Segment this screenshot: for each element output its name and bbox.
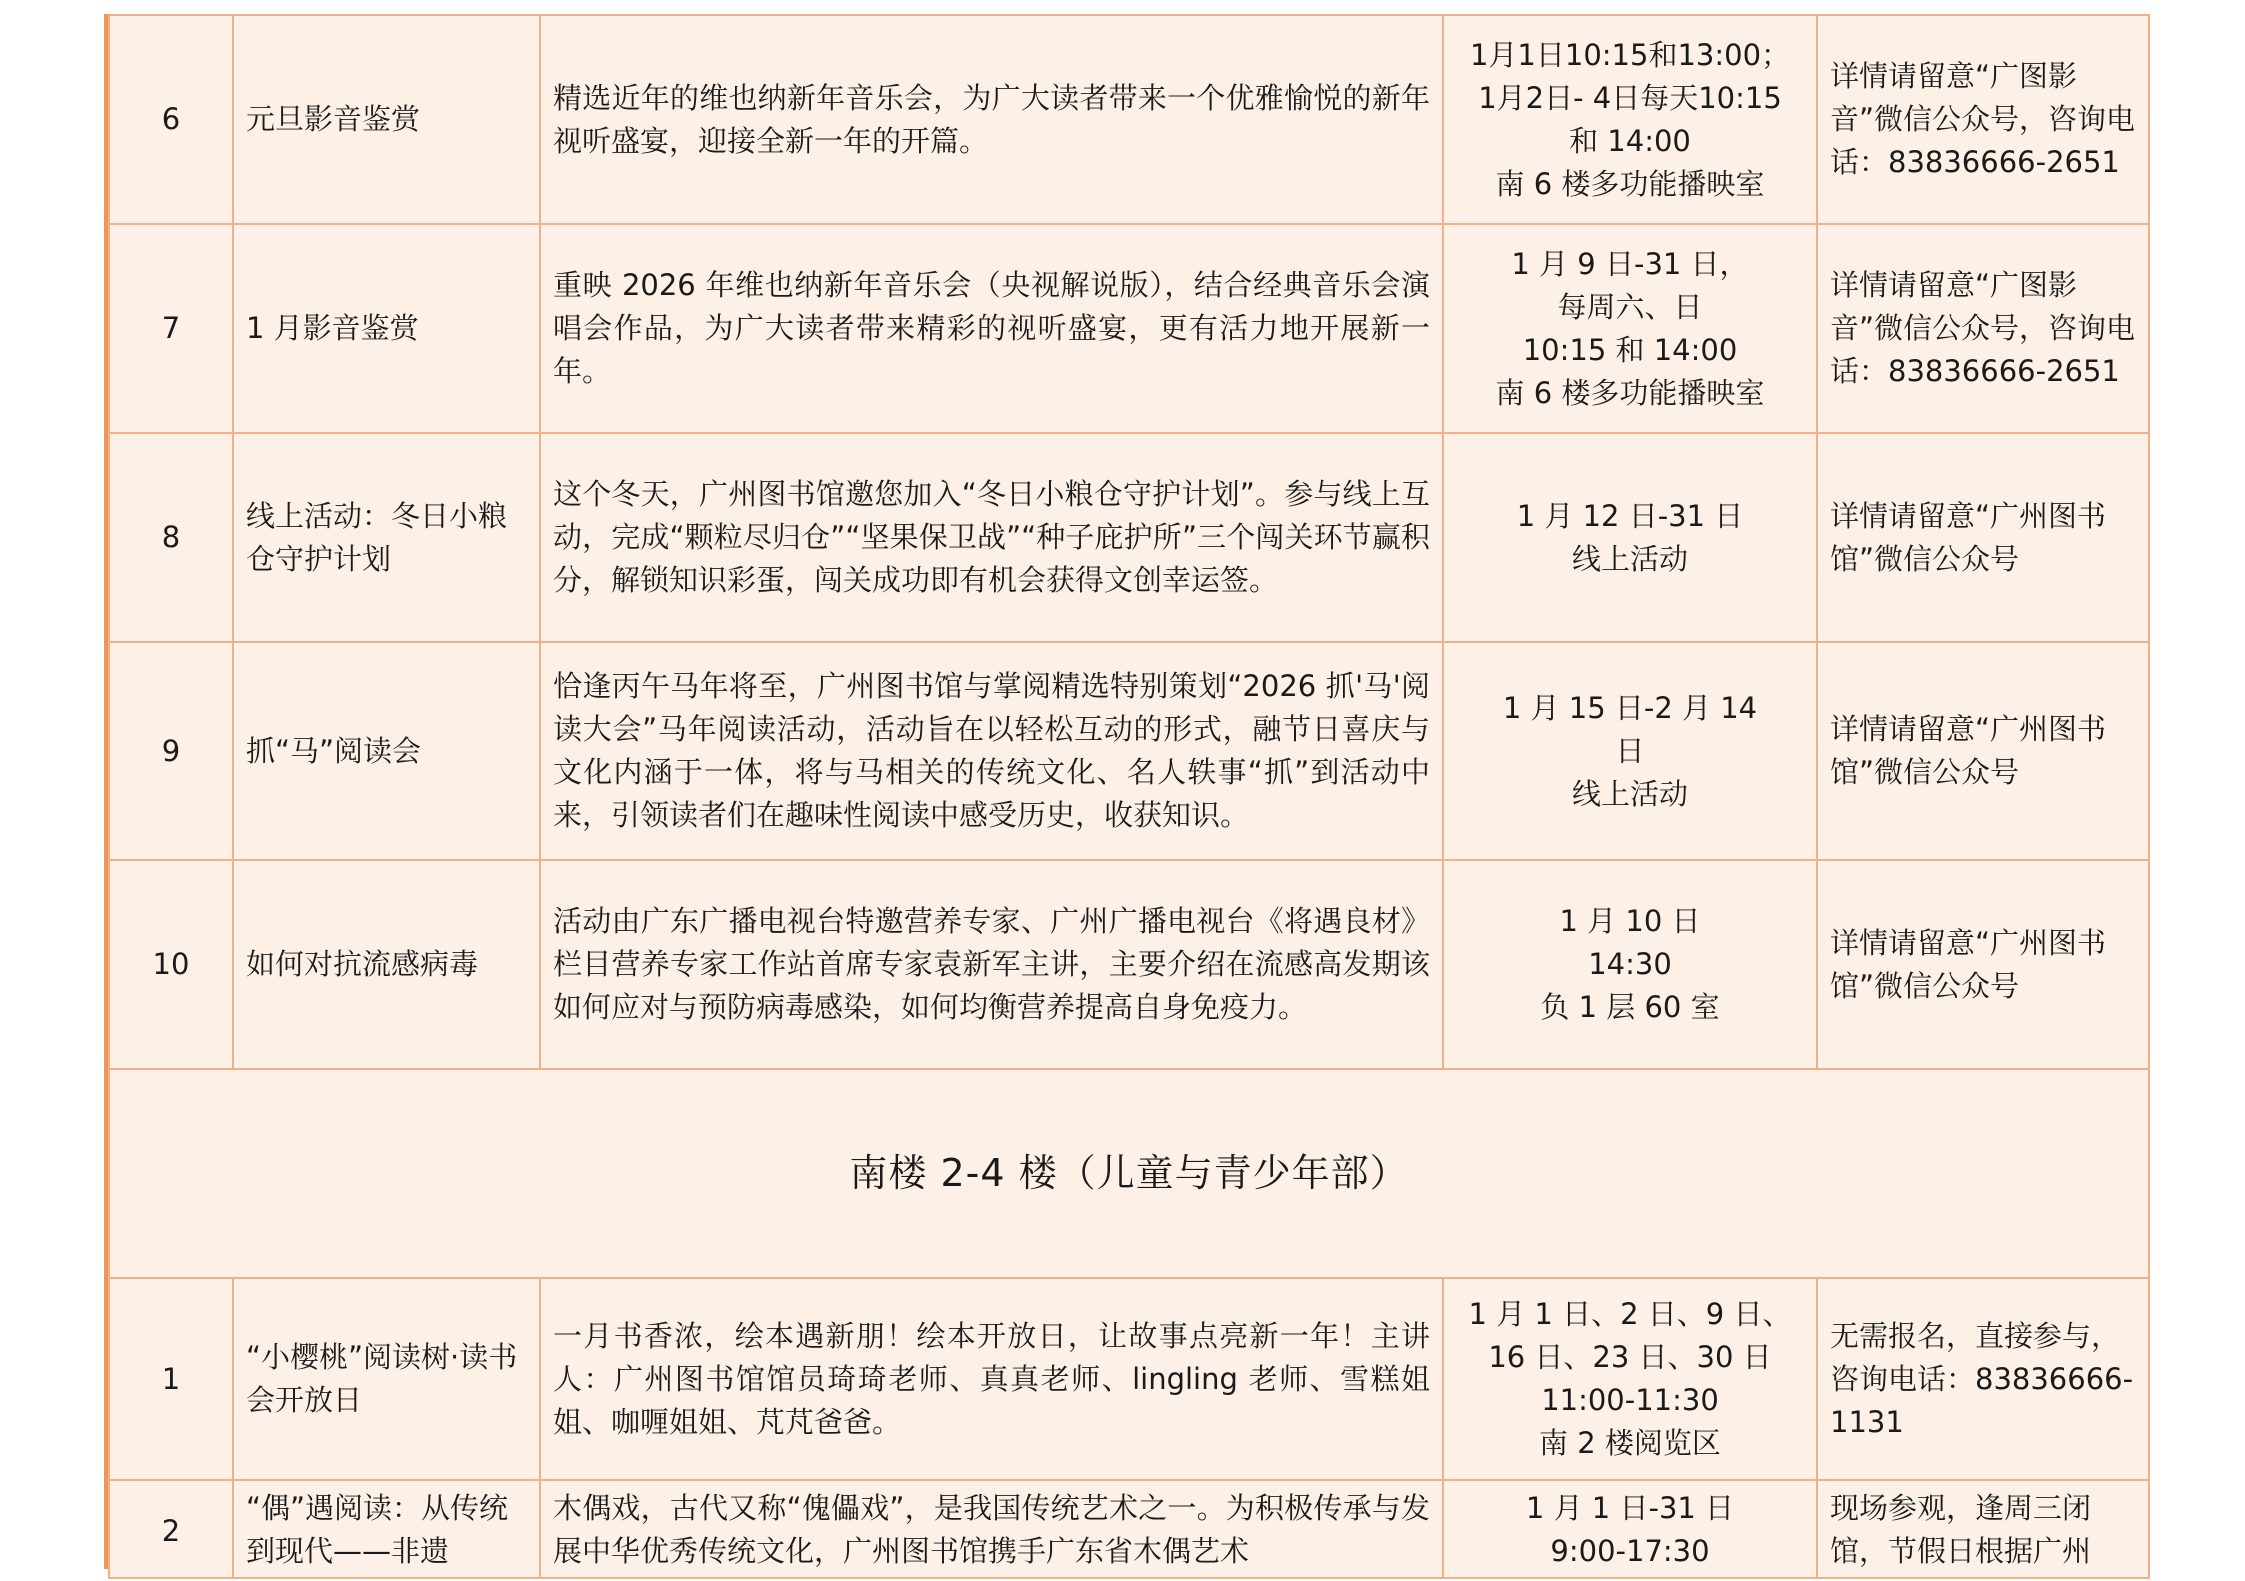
table-row [109,15,2149,224]
row-number: 1 [109,1278,233,1480]
activity-time-location [1443,433,1817,642]
table-row [109,642,2149,860]
time-line: 日 [1615,733,1645,768]
table-row [109,224,2149,433]
row-number: 10 [109,860,233,1069]
section-row [109,1069,2149,1278]
activity-description: 活动由广东广播电视台特邀营养专家、广州广播电视台《将遇良材》栏目营养专家工作站首席专家袁新军主讲，主要介绍在流感高发期该如何应对与预防病毒感染，如何均衡营养提高自身免疫力。 [540,860,1443,1069]
time-line: 1 月 12 日-31 日 [1516,498,1744,533]
activity-name: “小樱桃”阅读树·读书会开放日 [233,1278,540,1480]
activity-contact: 详情请留意“广州图书馆”微信公众号 [1817,433,2149,642]
activity-description: 木偶戏，古代又称“傀儡戏”，是我国传统艺术之一。为积极传承与发展中华优秀传统文化，广州图书馆携手广东省木偶艺术 [540,1480,1443,1578]
activity-time-location [1443,642,1817,860]
time-line: 1 月 10 日 [1559,904,1701,938]
time-line: 9:00-17:30 [1550,1534,1710,1568]
activity-name: 线上活动：冬日小粮仓守护计划 [233,433,540,642]
time-line: 10:15 和 14:00 [1522,332,1738,367]
activity-description: 这个冬天，广州图书馆邀您加入“冬日小粮仓守护计划”。参与线上互动，完成“颗粒尽归仓”“坚果保卫战”“种子庇护所”三个闯关环节赢积分，解锁知识彩蛋，闯关成功即有机会获得文创幸运签。 [540,433,1443,642]
time-line: 1 月 9 日-31 日， [1511,246,1749,281]
time-line: 1月2日- 4日每天10:15 [1478,80,1782,115]
activity-contact: 详情请留意“广图影音”微信公众号，咨询电话：83836666-2651 [1817,15,2149,224]
location-line: 南 2 楼阅览区 [1539,1426,1721,1460]
activity-table [108,14,2150,1579]
row-number: 8 [109,433,233,642]
location-line: 南 6 楼多功能播映室 [1495,166,1765,201]
activity-description: 精选近年的维也纳新年音乐会，为广大读者带来一个优雅愉悦的新年视听盛宴，迎接全新一年的开篇。 [540,15,1443,224]
activity-table-page [108,14,2148,1579]
activity-contact: 详情请留意“广图影音”微信公众号，咨询电话：83836666-2651 [1817,224,2149,433]
time-line: 1 月 1 日、2 日、9 日、 [1468,1297,1792,1331]
activity-name: 抓“马”阅读会 [233,642,540,860]
time-line: 每周六、日 [1557,289,1703,324]
activity-time-location [1443,224,1817,433]
time-line: 1月1日10:15和13:00； [1469,37,1791,72]
activity-name: 元旦影音鉴赏 [233,15,540,224]
time-line: 11:00-11:30 [1541,1383,1719,1417]
table-row [109,860,2149,1069]
location-line: 线上活动 [1571,776,1688,811]
activity-contact: 详情请留意“广州图书馆”微信公众号 [1817,860,2149,1069]
location-line: 南 6 楼多功能播映室 [1495,375,1765,410]
location-line: 线上活动 [1571,541,1688,576]
row-number: 9 [109,642,233,860]
location-line: 负 1 层 60 室 [1540,990,1720,1024]
activity-description: 重映 2026 年维也纳新年音乐会（央视解说版），结合经典音乐会演唱会作品，为广大读者带来精彩的视听盛宴，更有活力地开展新一年。 [540,224,1443,433]
time-line: 16 日、23 日、30 日 [1488,1340,1772,1374]
time-line: 1 月 1 日-31 日 [1525,1491,1735,1525]
activity-description: 恰逢丙午马年将至，广州图书馆与掌阅精选特别策划“2026 抓'马'阅读大会”马年阅读活动，活动旨在以轻松互动的形式，融节日喜庆与文化内涵于一体，将与马相关的传统文化、名人轶事“抓”到活动中来，引领读者们在趣味性阅读中感受历史，收获知识。 [540,642,1443,860]
activity-name: 如何对抗流感病毒 [233,860,540,1069]
row-number: 7 [109,224,233,433]
activity-time-location [1443,15,1817,224]
table-row [109,433,2149,642]
activity-time-location [1443,1278,1817,1480]
activity-name: 1 月影音鉴赏 [233,224,540,433]
activity-time-location [1443,1480,1817,1578]
section-title: 南楼 2-4 楼（儿童与青少年部） [109,1069,2149,1278]
activity-description: 一月书香浓，绘本遇新朋！绘本开放日，让故事点亮新一年！主讲人：广州图书馆馆员琦琦老师、真真老师、lingling 老师、雪糕姐姐、咖喱姐姐、芃芃爸爸。 [540,1278,1443,1480]
activity-name: “偶”遇阅读：从传统到现代——非遗 [233,1480,540,1578]
activity-contact: 现场参观，逢周三闭馆，节假日根据广州 [1817,1480,2149,1578]
activity-contact: 详情请留意“广州图书馆”微信公众号 [1817,642,2149,860]
row-number: 2 [109,1480,233,1578]
table-row [109,1480,2149,1578]
row-number: 6 [109,15,233,224]
activity-contact: 无需报名，直接参与，咨询电话：83836666-1131 [1817,1278,2149,1480]
activity-time-location [1443,860,1817,1069]
table-row [109,1278,2149,1480]
time-line: 1 月 15 日-2 月 14 [1502,690,1758,725]
time-line: 和 14:00 [1569,123,1691,158]
time-line: 14:30 [1588,947,1672,981]
